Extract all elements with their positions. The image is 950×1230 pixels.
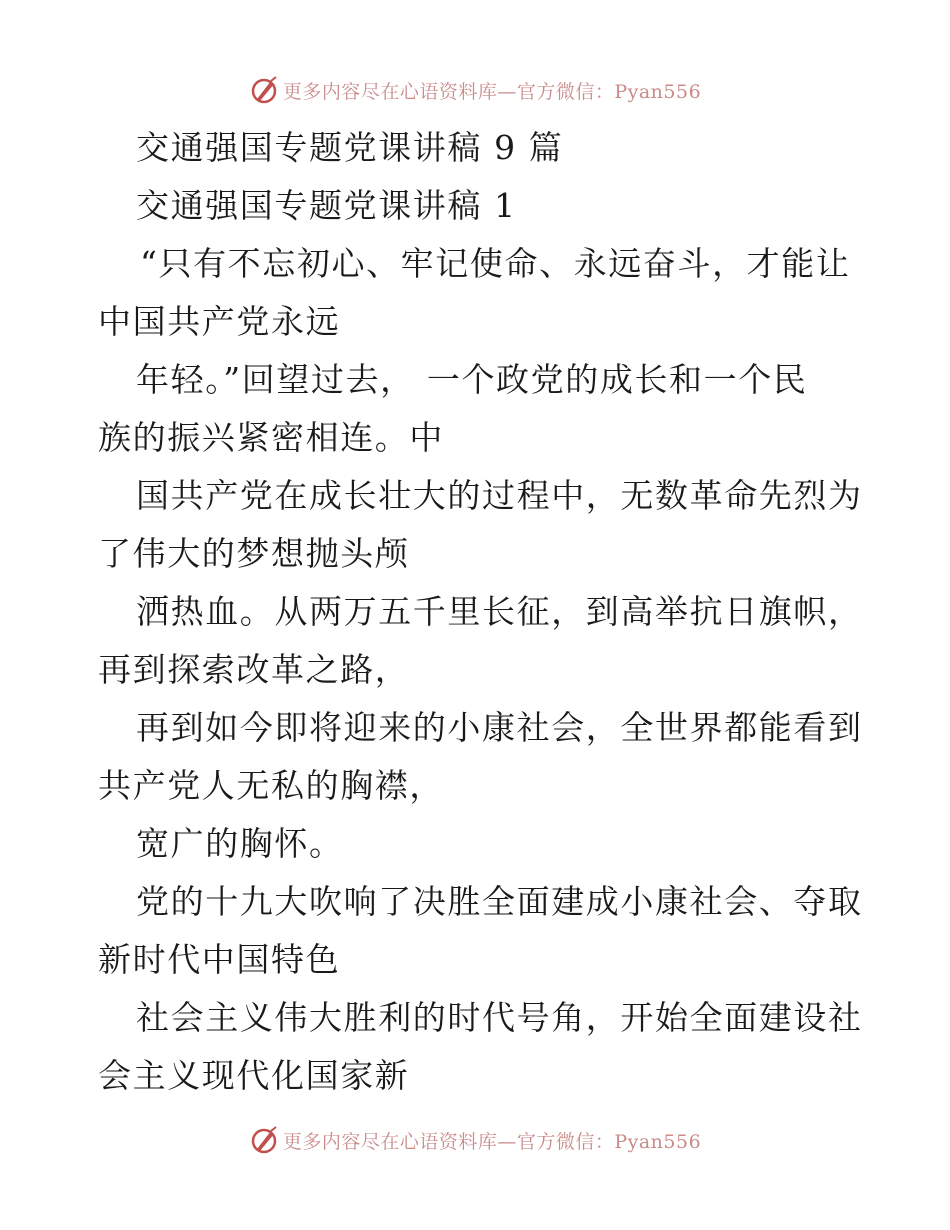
paragraph-line: 中国共产党永远 [98, 302, 341, 341]
footer-watermark-banner [0, 1120, 950, 1160]
paragraph-line: 共产党人无私的胸襟， [98, 766, 444, 805]
footer-watermark-text: 更多内容尽在心语资料库—官方微信：Pyan556 [282, 1130, 702, 1153]
paragraph-line: 宽广的胸怀。 [136, 824, 344, 863]
document-title: 交通强国专题党课讲稿 9 篇 [136, 128, 564, 167]
paragraph-line: 国共产党在成长壮大的过程中，无数革命先烈为 [136, 476, 863, 515]
paragraph-line: 新时代中国特色 [98, 940, 341, 979]
paragraph-line: 再到如今即将迎来的小康社会，全世界都能看到 [136, 708, 863, 747]
paragraph-line: 社会主义伟大胜利的时代号角，开始全面建设社 [136, 998, 863, 1037]
paragraph-line: 洒热血。从两万五千里长征，到高举抗日旗帜， [136, 592, 863, 631]
header-watermark-text: 更多内容尽在心语资料库—官方微信：Pyan556 [282, 80, 702, 103]
paragraph-line: 了伟大的梦想抛头颅 [98, 534, 410, 573]
section-heading: 交通强国专题党课讲稿 1 [136, 186, 517, 225]
paragraph-line: 党的十九大吹响了决胜全面建成小康社会、夺取 [136, 882, 863, 921]
paragraph-line: 再到探索改革之路， [98, 650, 410, 689]
paragraph-line: 年轻。”回望过去， 一个政党的成长和一个民 [136, 360, 808, 399]
paragraph-line: “只有不忘初心、牢记使命、永远奋斗，才能让 [140, 244, 851, 283]
paragraph-line: 会主义现代化国家新 [98, 1056, 410, 1095]
quill-pen-logo-icon [249, 1125, 279, 1155]
paragraph-line: 族的振兴紧密相连。中 [98, 418, 444, 457]
